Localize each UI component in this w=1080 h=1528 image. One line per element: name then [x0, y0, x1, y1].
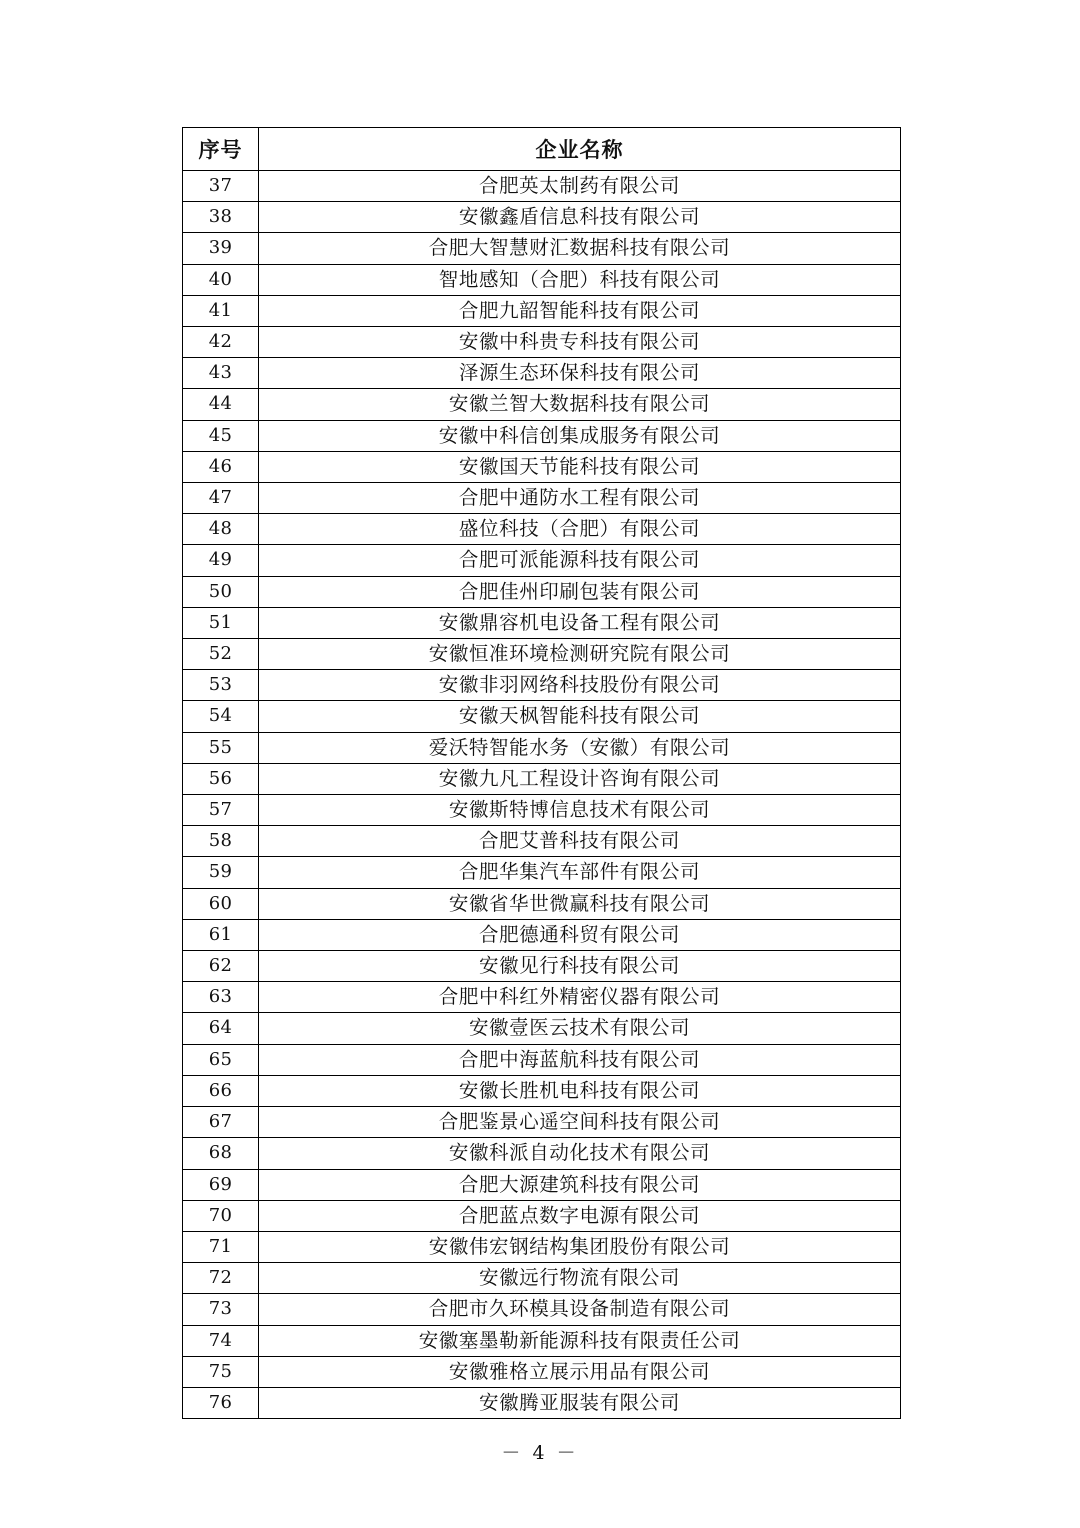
page-number: － 4 －: [501, 1442, 579, 1464]
cell-enterprise-name: 安徽伟宏钢结构集团股份有限公司: [259, 1231, 901, 1262]
cell-index: 52: [183, 639, 259, 670]
cell-index: 41: [183, 295, 259, 326]
cell-enterprise-name: 合肥英太制药有限公司: [259, 171, 901, 202]
table-row: [183, 1013, 901, 1044]
table-row: [183, 888, 901, 919]
cell-enterprise-name: 合肥佳州印刷包装有限公司: [259, 576, 901, 607]
cell-index: 50: [183, 576, 259, 607]
cell-enterprise-name: 合肥可派能源科技有限公司: [259, 545, 901, 576]
table-row: [183, 233, 901, 264]
table-row: [183, 1294, 901, 1325]
cell-enterprise-name: 合肥九韶智能科技有限公司: [259, 295, 901, 326]
cell-enterprise-name: 合肥德通科贸有限公司: [259, 919, 901, 950]
cell-index: 70: [183, 1200, 259, 1231]
table-row: [183, 420, 901, 451]
cell-enterprise-name: 智地感知（合肥）科技有限公司: [259, 264, 901, 295]
table-row: [183, 1107, 901, 1138]
table-row: [183, 951, 901, 982]
column-header-enterprise-name: 企业名称: [259, 128, 901, 171]
cell-index: 65: [183, 1044, 259, 1075]
cell-enterprise-name: 合肥艾普科技有限公司: [259, 826, 901, 857]
cell-enterprise-name: 安徽中科信创集成服务有限公司: [259, 420, 901, 451]
cell-index: 71: [183, 1231, 259, 1262]
cell-index: 67: [183, 1107, 259, 1138]
cell-index: 51: [183, 607, 259, 638]
cell-enterprise-name: 安徽远行物流有限公司: [259, 1263, 901, 1294]
cell-enterprise-name: 安徽九凡工程设计咨询有限公司: [259, 763, 901, 794]
cell-enterprise-name: 安徽兰智大数据科技有限公司: [259, 389, 901, 420]
table-header-row: [183, 128, 901, 171]
table-header: [183, 128, 901, 171]
cell-index: 61: [183, 919, 259, 950]
cell-index: 38: [183, 202, 259, 233]
cell-index: 76: [183, 1387, 259, 1418]
cell-index: 45: [183, 420, 259, 451]
cell-index: 73: [183, 1294, 259, 1325]
table-row: [183, 1075, 901, 1106]
cell-enterprise-name: 合肥中海蓝航科技有限公司: [259, 1044, 901, 1075]
cell-enterprise-name: 安徽省华世微赢科技有限公司: [259, 888, 901, 919]
table-row: [183, 171, 901, 202]
table-row: [183, 826, 901, 857]
cell-enterprise-name: 安徽鼎容机电设备工程有限公司: [259, 607, 901, 638]
table-row: [183, 1325, 901, 1356]
cell-index: 58: [183, 826, 259, 857]
table-row: [183, 451, 901, 482]
cell-enterprise-name: 安徽壹医云技术有限公司: [259, 1013, 901, 1044]
table-row: [183, 763, 901, 794]
cell-index: 74: [183, 1325, 259, 1356]
enterprise-list-table-wrapper: [182, 127, 900, 1419]
column-header-index: 序号: [183, 128, 259, 171]
cell-index: 40: [183, 264, 259, 295]
cell-enterprise-name: 爱沃特智能水务（安徽）有限公司: [259, 732, 901, 763]
cell-enterprise-name: 安徽科派自动化技术有限公司: [259, 1138, 901, 1169]
table-row: [183, 1387, 901, 1418]
cell-enterprise-name: 安徽见行科技有限公司: [259, 951, 901, 982]
cell-index: 57: [183, 795, 259, 826]
cell-index: 64: [183, 1013, 259, 1044]
cell-enterprise-name: 安徽天枫智能科技有限公司: [259, 701, 901, 732]
table-row: [183, 1169, 901, 1200]
cell-enterprise-name: 合肥华集汽车部件有限公司: [259, 857, 901, 888]
table-row: [183, 576, 901, 607]
cell-index: 55: [183, 732, 259, 763]
table-row: [183, 545, 901, 576]
table-row: [183, 264, 901, 295]
cell-enterprise-name: 安徽鑫盾信息科技有限公司: [259, 202, 901, 233]
cell-index: 44: [183, 389, 259, 420]
cell-enterprise-name: 盛位科技（合肥）有限公司: [259, 514, 901, 545]
table-row: [183, 358, 901, 389]
cell-enterprise-name: 合肥蓝点数字电源有限公司: [259, 1200, 901, 1231]
cell-enterprise-name: 安徽腾亚服装有限公司: [259, 1387, 901, 1418]
cell-index: 54: [183, 701, 259, 732]
table-row: [183, 795, 901, 826]
table-row: [183, 670, 901, 701]
cell-index: 56: [183, 763, 259, 794]
table-row: [183, 1356, 901, 1387]
table-row: [183, 1044, 901, 1075]
cell-index: 69: [183, 1169, 259, 1200]
table-row: [183, 919, 901, 950]
cell-enterprise-name: 安徽斯特博信息技术有限公司: [259, 795, 901, 826]
cell-enterprise-name: 安徽恒准环境检测研究院有限公司: [259, 639, 901, 670]
cell-index: 68: [183, 1138, 259, 1169]
cell-index: 62: [183, 951, 259, 982]
cell-enterprise-name: 安徽塞墨勒新能源科技有限责任公司: [259, 1325, 901, 1356]
cell-enterprise-name: 合肥中科红外精密仪器有限公司: [259, 982, 901, 1013]
cell-enterprise-name: 安徽国天节能科技有限公司: [259, 451, 901, 482]
enterprise-list-table: [182, 127, 901, 1419]
cell-enterprise-name: 合肥中通防水工程有限公司: [259, 483, 901, 514]
cell-index: 59: [183, 857, 259, 888]
table-row: [183, 639, 901, 670]
cell-index: 72: [183, 1263, 259, 1294]
cell-enterprise-name: 合肥大智慧财汇数据科技有限公司: [259, 233, 901, 264]
table-row: [183, 1231, 901, 1262]
cell-index: 53: [183, 670, 259, 701]
cell-enterprise-name: 安徽非羽网络科技股份有限公司: [259, 670, 901, 701]
cell-index: 48: [183, 514, 259, 545]
cell-index: 47: [183, 483, 259, 514]
cell-enterprise-name: 安徽中科贵专科技有限公司: [259, 327, 901, 358]
cell-index: 49: [183, 545, 259, 576]
cell-enterprise-name: 泽源生态环保科技有限公司: [259, 358, 901, 389]
table-row: [183, 202, 901, 233]
cell-index: 66: [183, 1075, 259, 1106]
cell-index: 43: [183, 358, 259, 389]
cell-index: 46: [183, 451, 259, 482]
cell-enterprise-name: 安徽长胜机电科技有限公司: [259, 1075, 901, 1106]
table-row: [183, 295, 901, 326]
table-row: [183, 607, 901, 638]
cell-enterprise-name: 合肥大源建筑科技有限公司: [259, 1169, 901, 1200]
cell-index: 42: [183, 327, 259, 358]
cell-index: 63: [183, 982, 259, 1013]
table-row: [183, 701, 901, 732]
table-row: [183, 483, 901, 514]
table-body: [183, 171, 901, 1419]
table-row: [183, 1138, 901, 1169]
table-row: [183, 1263, 901, 1294]
cell-enterprise-name: 安徽雅格立展示用品有限公司: [259, 1356, 901, 1387]
table-row: [183, 389, 901, 420]
table-row: [183, 857, 901, 888]
table-row: [183, 514, 901, 545]
table-row: [183, 982, 901, 1013]
cell-index: 75: [183, 1356, 259, 1387]
table-row: [183, 732, 901, 763]
cell-enterprise-name: 合肥市久环模具设备制造有限公司: [259, 1294, 901, 1325]
cell-index: 60: [183, 888, 259, 919]
cell-enterprise-name: 合肥鉴景心遥空间科技有限公司: [259, 1107, 901, 1138]
cell-index: 39: [183, 233, 259, 264]
table-row: [183, 327, 901, 358]
table-row: [183, 1200, 901, 1231]
cell-index: 37: [183, 171, 259, 202]
